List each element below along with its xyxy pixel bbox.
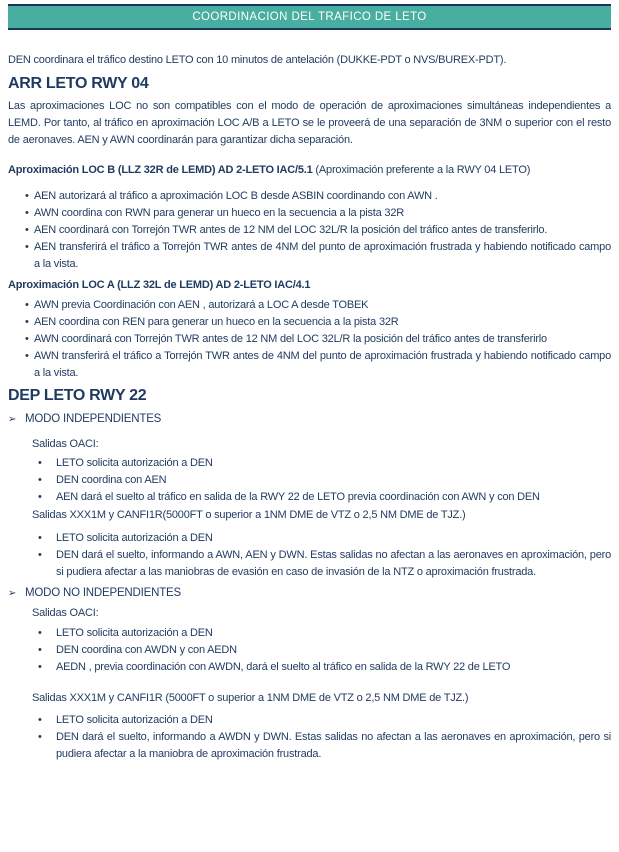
list-item (8, 331, 611, 348)
loc-a-heading (8, 277, 611, 294)
bullet-icon: • (38, 627, 42, 639)
loc-a-heading-bold: Aproximación LOC A (LLZ 32L de LEMD) AD 2-LETO IAC/4.1 (8, 279, 311, 291)
loc-b-heading-bold: Aproximación LOC B (LLZ 32R de LEMD) AD 2-LETO IAC/5.1 (8, 164, 313, 176)
bullet-icon: • (38, 731, 42, 743)
oaci-bullet-list (8, 455, 611, 506)
bullet-icon: • (38, 549, 42, 561)
bullet-icon: • (25, 333, 29, 345)
bullet-icon: • (38, 661, 42, 673)
intro-paragraph: DEN coordinara el tráfico destino LETO con 10 minutos de antelación (DUKKE-PDT o NVS/BUREX-PDT). (8, 54, 507, 66)
list-item (8, 659, 611, 676)
bullet-icon: • (25, 241, 29, 253)
list-item (8, 314, 611, 331)
list-item (8, 547, 611, 581)
list-item-text: AWN coordina con RWN para generar un hueco en la secuencia a la pista 32R (34, 207, 405, 219)
list-item-text: AWN coordinará con Torrejón TWR antes de 12 NM del LOC 32L/R la posición del tráfico antes de transferirlo (34, 333, 547, 345)
loc-a-bullet-list (8, 297, 611, 382)
mode-label: MODO NO INDEPENDIENTES (25, 587, 181, 599)
list-item-text: AEDN , previa coordinación con AWDN, dará el suelto al tráfico en salida de la RWY 22 de LETO (56, 661, 511, 673)
list-item (8, 712, 611, 729)
list-item-text: AWN previa Coordinación con AEN , autorizará a LOC A desde TOBEK (34, 299, 369, 311)
list-item (8, 729, 611, 763)
group-label-xxx1m: Salidas XXX1M y CANFI1R(5000FT o superior a 1NM DME de VTZ o 2,5 NM DME de TJZ.) (32, 509, 466, 521)
bullet-icon: • (38, 491, 42, 503)
mode-heading-independientes (8, 411, 611, 428)
bullet-icon: • (25, 316, 29, 328)
header-bar (8, 4, 611, 30)
list-item-text: LETO solicita autorización a DEN (56, 457, 213, 469)
bullet-icon: • (38, 532, 42, 544)
group-label-xxx1m-2: Salidas XXX1M y CANFI1R (5000FT o superior a 1NM DME de VTZ o 2,5 NM DME de TJZ.) (32, 692, 469, 704)
list-item-text: AEN coordinará con Torrejón TWR antes de 12 NM del LOC 32L/R la posición del tráfico antes de transferirlo. (34, 224, 548, 236)
arrow-bullet-icon: ➢ (8, 588, 17, 599)
list-item-text: AEN coordina con REN para generar un hueco en la secuencia a la pista 32R (34, 316, 399, 328)
arrow-bullet-icon: ➢ (8, 414, 17, 425)
section-title-arr: ARR LETO RWY 04 (8, 75, 149, 92)
list-item (8, 530, 611, 547)
list-item (8, 188, 611, 205)
list-item (8, 297, 611, 314)
list-item (8, 222, 611, 239)
list-item-text: LETO solicita autorización a DEN (56, 532, 213, 544)
list-item (8, 625, 611, 642)
bullet-icon: • (25, 190, 29, 202)
list-item-text: AWN transferirá el tráfico a Torrejón TWR antes de 4NM del punto de aproximación frustrada y habiendo notificado campo a la vista. (34, 350, 611, 379)
list-item-text: AEN dará el suelto al tráfico en salida de la RWY 22 de LETO previa coordinación con AWN y con DEN (56, 491, 540, 503)
bullet-icon: • (38, 714, 42, 726)
list-item-text: DEN dará el suelto, informando a AWDN y DWN. Estas salidas no afectan a las aeronaves en aproximación, pero si pudiera afectar a la maniobra de aproximación frustrada. (56, 731, 611, 760)
list-item-text: LETO solicita autorización a DEN (56, 627, 213, 639)
group-label-oaci-2: Salidas OACI: (32, 607, 99, 619)
list-item (8, 489, 611, 506)
list-item-text: LETO solicita autorización a DEN (56, 714, 213, 726)
list-item (8, 455, 611, 472)
list-item (8, 348, 611, 382)
mode-heading-no-independientes (8, 585, 611, 602)
list-item-text: AEN transferirá el tráfico a Torrejón TWR antes de 4NM del punto de aproximación frustrada y habiendo notificado campo a la vista. (34, 241, 611, 270)
mode-label: MODO INDEPENDIENTES (25, 413, 162, 425)
arr-paragraph: Las aproximaciones LOC no son compatibles con el modo de operación de aproximaciones simultáneas independientes a LEMD. Por tanto, al tráfico en aproximación LOC A/B a LETO se le proveerá de una separación de 3NM o superior con el resto de aeronaves. AEN y AWN coordinarán para garantizar dicha separación. (8, 100, 611, 146)
bullet-icon: • (38, 474, 42, 486)
list-item-text: DEN coordina con AWDN y con AEDN (56, 644, 237, 656)
bullet-icon: • (25, 224, 29, 236)
group-label-oaci: Salidas OACI: (32, 438, 99, 450)
list-item (8, 205, 611, 222)
bullet-icon: • (25, 207, 29, 219)
oaci-bullet-list-2 (8, 625, 611, 676)
list-item-text: AEN autorizará al tráfico a aproximación LOC B desde ASBIN coordinando con AWN . (34, 190, 438, 202)
bullet-icon: • (38, 644, 42, 656)
loc-b-heading-note: (Aproximación preferente a la RWY 04 LETO) (312, 164, 531, 176)
list-item (8, 642, 611, 659)
list-item-text: DEN coordina con AEN (56, 474, 167, 486)
xxx1m-bullet-list (8, 530, 611, 581)
loc-b-bullet-list (8, 188, 611, 273)
section-title-dep: DEP LETO RWY 22 (8, 387, 147, 404)
loc-b-heading (8, 162, 611, 179)
bullet-icon: • (38, 457, 42, 469)
bullet-icon: • (25, 350, 29, 362)
page-title: COORDINACION DEL TRAFICO DE LETO (192, 10, 427, 23)
xxx1m-bullet-list-2 (8, 712, 611, 763)
list-item-text: DEN dará el suelto, informando a AWN, AEN y DWN. Estas salidas no afectan a las aeronaves en aproximación, pero si pudiera afectar a las maniobras de evasión en caso de invasión de la NTZ o aproximación frustrada. (56, 549, 611, 578)
list-item (8, 239, 611, 273)
list-item (8, 472, 611, 489)
bullet-icon: • (25, 299, 29, 311)
